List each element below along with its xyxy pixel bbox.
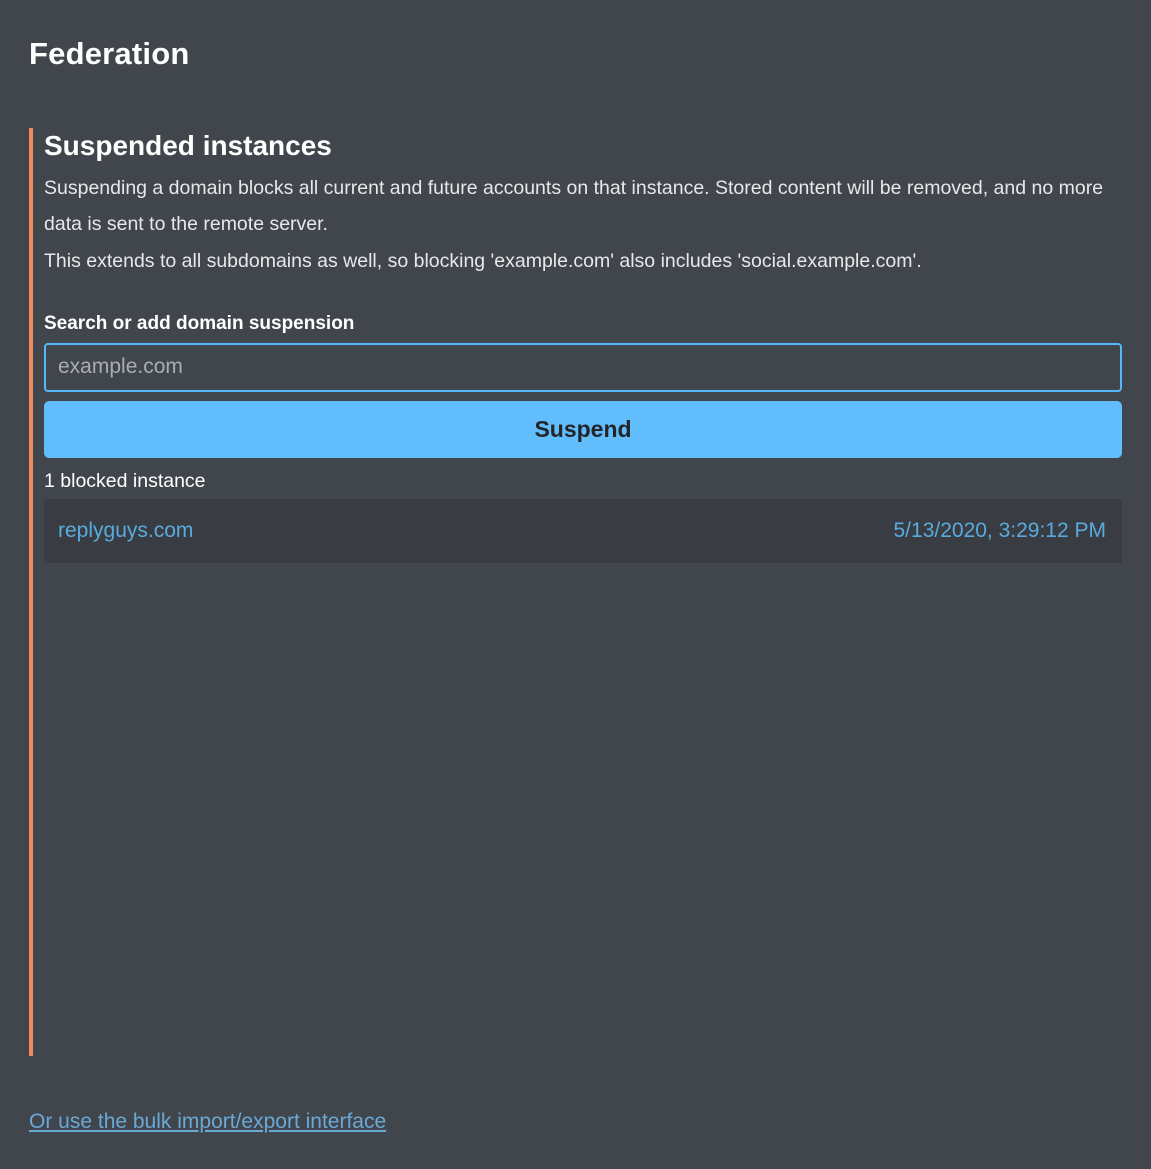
- bulk-import-export-link[interactable]: Or use the bulk import/export interface: [29, 1110, 387, 1133]
- suspend-button[interactable]: Suspend: [44, 401, 1122, 458]
- table-row[interactable]: [44, 499, 1122, 563]
- section-description-line-1: Suspending a domain blocks all current and future accounts on that instance. Stored content will be removed, and no more data is sent to the remote server.: [44, 177, 1104, 236]
- domain-search-input[interactable]: [44, 343, 1122, 392]
- blocked-instance-count: 1 blocked instance: [44, 469, 206, 492]
- instance-domain[interactable]: replyguys.com: [58, 518, 194, 542]
- suspended-instances-section: [29, 128, 1135, 1056]
- domain-search-label: Search or add domain suspension: [44, 312, 355, 334]
- section-heading: Suspended instances: [44, 130, 332, 161]
- page-title: Federation: [29, 36, 190, 71]
- section-description-line-2: This extends to all subdomains as well, so blocking 'example.com' also includes 'social.example.com'.: [44, 249, 922, 272]
- instance-suspended-date: 5/13/2020, 3:29:12 PM: [893, 518, 1106, 542]
